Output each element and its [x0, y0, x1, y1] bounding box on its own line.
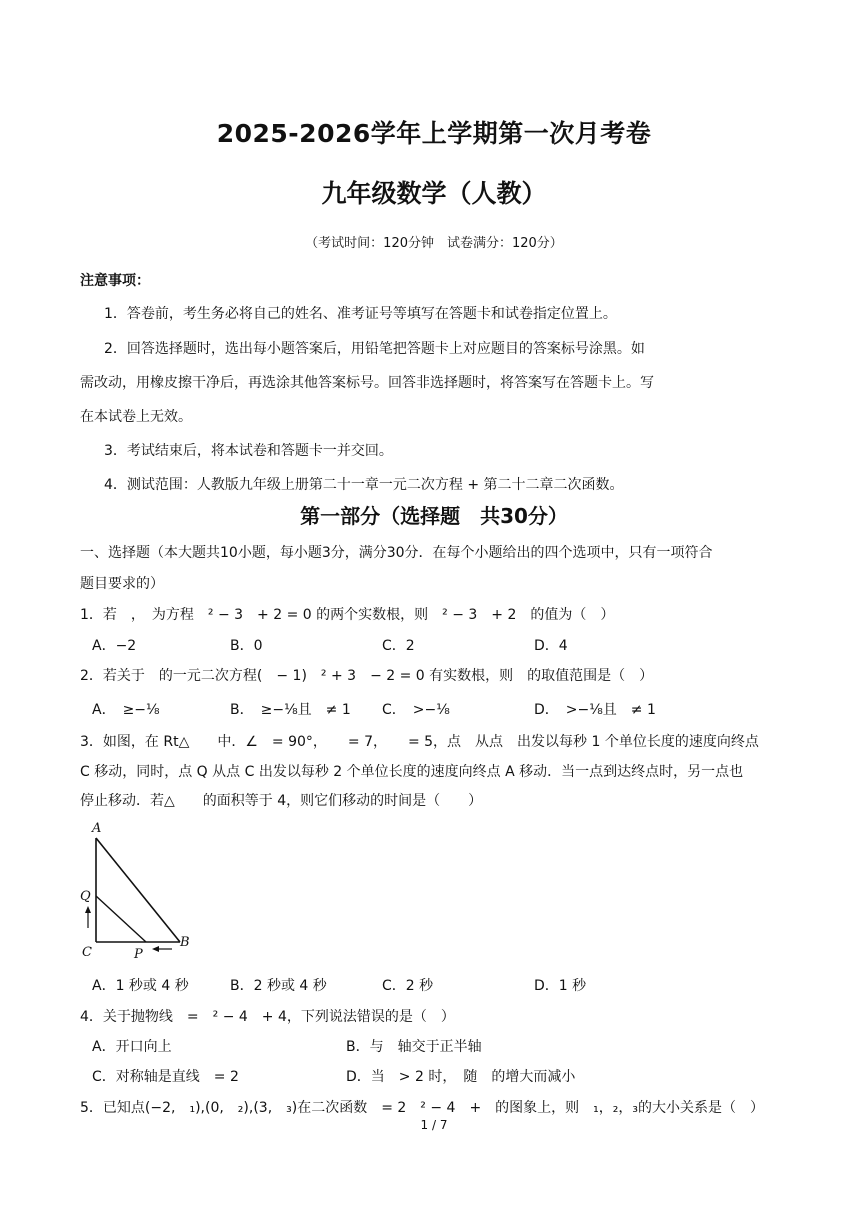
q4-option-b: B．与 轴交于正半轴	[346, 1039, 482, 1055]
section-title: 第一部分（选择题 共30分）	[300, 504, 568, 528]
section-intro: 一、选择题（本大题共10小题，每小题3分，满分30分．在每个小题给出的四个选项中，只有一项符合	[80, 545, 713, 561]
q3-option-d: D．1 秒	[534, 978, 587, 994]
label-p: P	[134, 947, 143, 962]
question-3-end: 停止移动．若△ 的面积等于 4，则它们移动的时间是（ ）	[80, 793, 483, 809]
question-3-cont: C 移动，同时，点 Q 从点 C 出发以每秒 2 个单位长度的速度向终点 A 移动．当一点到达终点时，另一点也	[80, 764, 744, 780]
label-c: C	[82, 945, 92, 960]
q4-option-d: D．当 > 2 时， 随 的增大而减小	[346, 1069, 576, 1085]
section-intro-cont: 题目要求的）	[80, 576, 164, 592]
question-2: 2．若关于 的一元二次方程( − 1) ² + 3 − 2 = 0 有实数根，则 的取值范围是（ ）	[80, 668, 654, 684]
question-3: 3．如图，在 Rt△ 中．∠ = 90°， = 7， = 5，点 从点 出发以每秒 1 个单位长度的速度向终点	[80, 734, 759, 750]
exam-title: 2025-2026学年上学期第一次月考卷	[216, 119, 652, 148]
notice-item-2: 2．回答选择题时，选出每小题答案后，用铅笔把答题卡上对应题目的答案标号涂黑。如	[104, 341, 645, 357]
label-b: B	[180, 935, 190, 950]
q1-option-a: A．−2	[92, 638, 137, 654]
notice-item-2-end: 在本试卷上无效。	[80, 409, 192, 425]
q1-option-c: C．2	[382, 638, 415, 654]
q2-option-a: A． ≥−⅛	[92, 702, 160, 718]
question-4: 4．关于抛物线 = ² − 4 + 4，下列说法错误的是（ ）	[80, 1009, 455, 1025]
notice-item-3: 3．考试结束后，将本试卷和答题卡一并交回。	[104, 443, 393, 459]
triangle-figure	[76, 816, 200, 964]
q3-option-b: B．2 秒或 4 秒	[230, 978, 327, 994]
label-q: Q	[80, 889, 91, 904]
question-1: 1．若 ， 为方程 ² − 3 + 2 = 0 的两个实数根，则 ² − 3 + 2 的值为（ ）	[80, 607, 615, 623]
q3-option-c: C．2 秒	[382, 978, 434, 994]
q1-option-b: B．0	[230, 638, 263, 654]
notice-item-2-cont: 需改动，用橡皮擦干净后，再选涂其他答案标号。回答非选择题时，将答案写在答题卡上。写	[80, 375, 654, 391]
exam-subtitle: 九年级数学（人教）	[321, 179, 547, 208]
q4-option-c: C．对称轴是直线 = 2	[92, 1069, 239, 1085]
q2-option-d: D． >−⅛且 ≠ 1	[534, 702, 656, 718]
q2-option-c: C． >−⅛	[382, 702, 450, 718]
page-number: 1 / 7	[420, 1118, 448, 1132]
exam-meta: （考试时间：120分钟 试卷满分：120分）	[305, 236, 563, 251]
q3-option-a: A．1 秒或 4 秒	[92, 978, 189, 994]
label-a: A	[92, 821, 102, 836]
notice-heading: 注意事项：	[80, 273, 150, 289]
q1-option-d: D．4	[534, 638, 568, 654]
notice-item-1: 1．答卷前，考生务必将自己的姓名、准考证号等填写在答题卡和试卷指定位置上。	[104, 306, 617, 322]
notice-item-4: 4．测试范围：人教版九年级上册第二十一章一元二次方程 + 第二十二章二次函数。	[104, 477, 624, 493]
question-5: 5．已知点(−2, ₁),(0, ₂),(3, ₃)在二次函数 = 2 ² − 4 + 的图象上，则 ₁，₂，₃的大小关系是（ ）	[80, 1100, 765, 1116]
q2-option-b: B． ≥−⅛且 ≠ 1	[230, 702, 351, 718]
q4-option-a: A．开口向上	[92, 1039, 172, 1055]
